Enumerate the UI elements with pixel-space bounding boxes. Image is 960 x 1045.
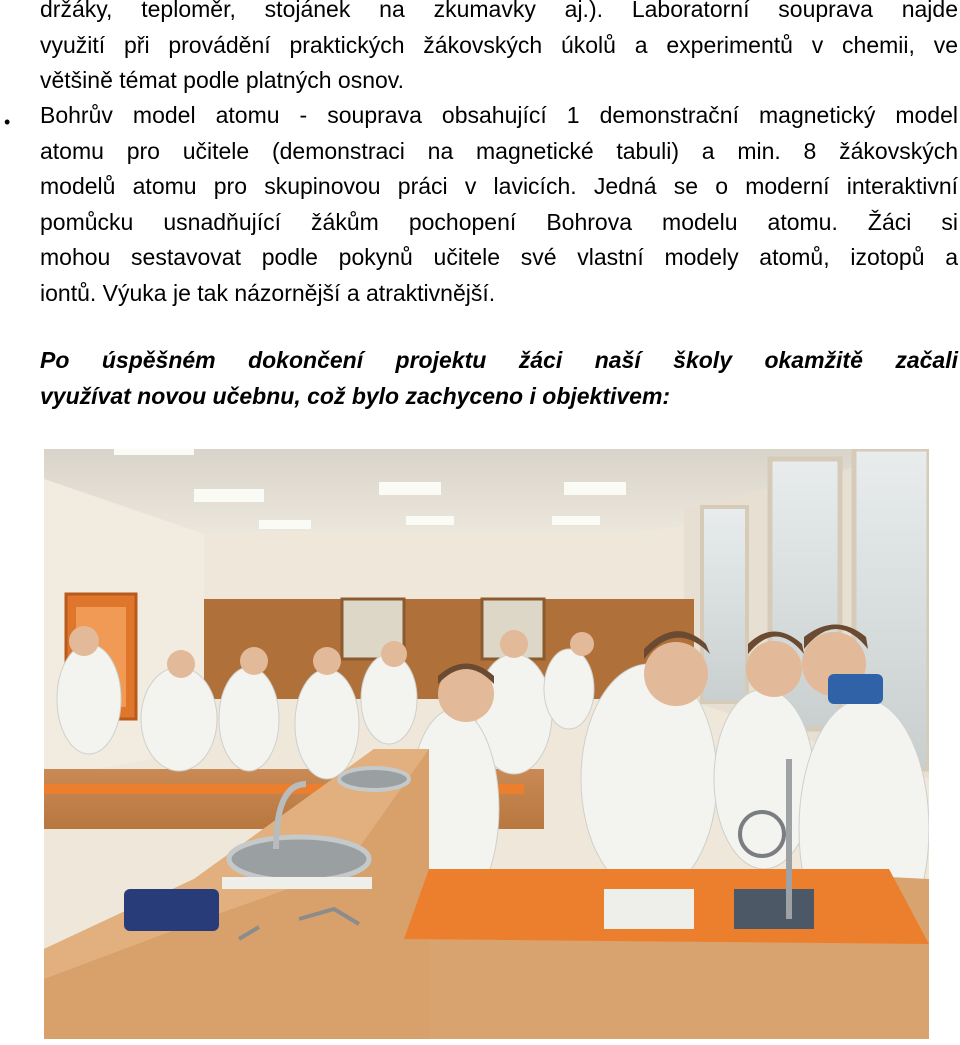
closing-statement bbox=[40, 343, 958, 414]
text-line: pomůcku usnadňující žákům pochopení Bohrova modelu atomu. Žáci si bbox=[40, 208, 958, 235]
text-line: Po úspěšném dokončení projektu žáci naší školy okamžitě začali bbox=[40, 347, 958, 373]
bullet-marker: • bbox=[4, 112, 11, 132]
paragraph-laboratory-kit bbox=[40, 0, 958, 99]
classroom-photo bbox=[44, 449, 929, 1039]
paragraph-bohr-model bbox=[40, 98, 958, 311]
text-line: mohou sestavovat podle pokynů učitele své vlastní modely atomů, izotopů a bbox=[40, 244, 958, 270]
pencil-case bbox=[124, 889, 219, 931]
text-line: iontů. Výuka je tak názornější a atraktivnější. bbox=[40, 279, 496, 306]
text-line: využití při provádění praktických žákovských úkolů a experimentů v chemii, ve bbox=[40, 31, 958, 58]
text-line: modelů atomu pro skupinovou práci v lavicích. Jedná se o moderní interaktivní bbox=[40, 173, 958, 199]
outlet-strip bbox=[222, 877, 372, 889]
text-line: využívat novou učebnu, což bylo zachyceno i objektivem: bbox=[40, 382, 671, 409]
sink bbox=[229, 837, 369, 881]
text-line: atomu pro učitele (demonstraci na magnetické tabuli) a min. 8 žákovských bbox=[40, 137, 958, 164]
text-line: většině témat podle platných osnov. bbox=[40, 67, 404, 93]
text-line: držáky, teploměr, stojánek na zkumavky aj.). Laboratorní souprava najde bbox=[40, 0, 958, 22]
window bbox=[702, 507, 747, 702]
text-line: Bohrův model atomu - souprava obsahující 1 demonstrační magnetický model bbox=[40, 102, 958, 128]
